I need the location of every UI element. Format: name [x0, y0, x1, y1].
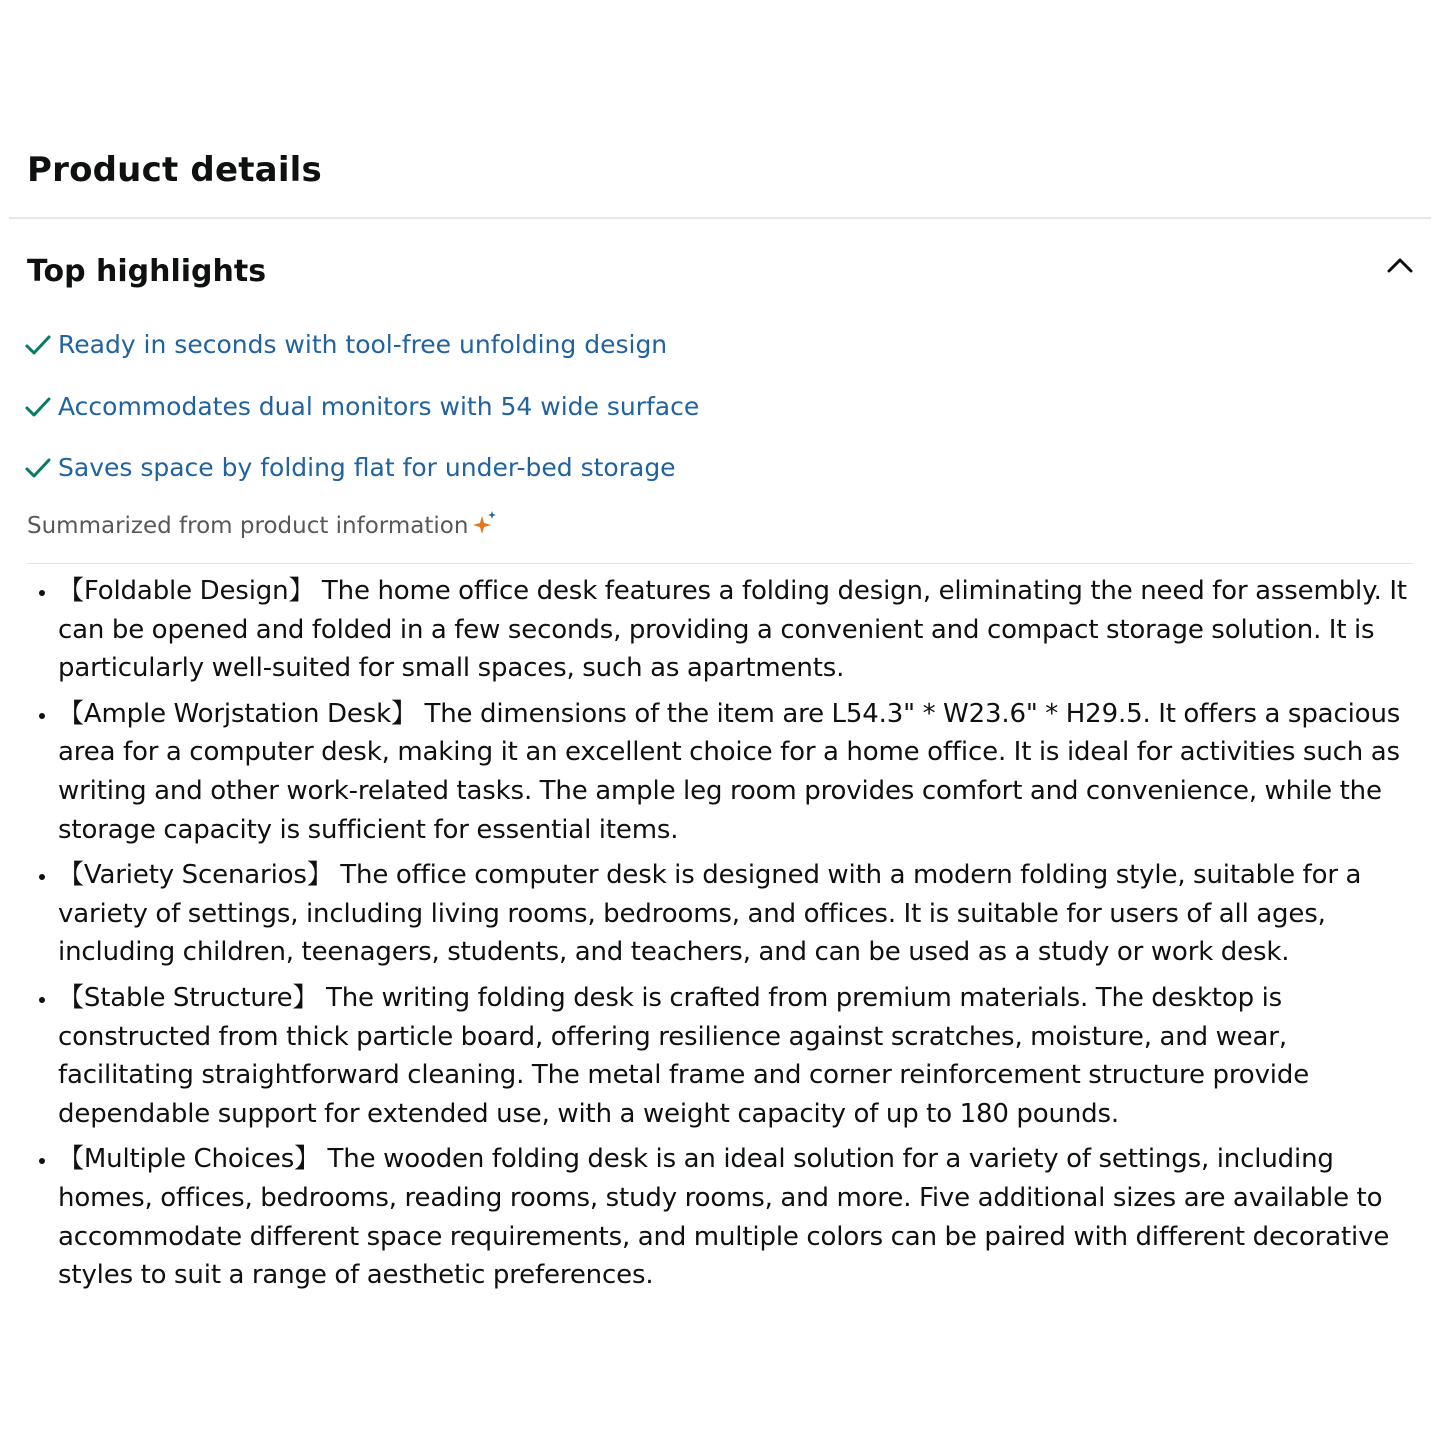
- highlights-list: [24, 324, 699, 509]
- highlight-text: Ready in seconds with tool-free unfolding design: [58, 330, 668, 359]
- checkmark-icon: [24, 331, 52, 359]
- highlight-item: [24, 324, 699, 366]
- summary-note: [27, 508, 498, 544]
- highlight-text: Saves space by folding flat for under-bed storage: [58, 453, 676, 482]
- highlight-item: [24, 447, 699, 489]
- highlight-item: [24, 386, 699, 428]
- list-item: • 【Foldable Design】 The home office desk features a folding design, eliminating the need for assembly. It can be opened and folded in a few seconds, providing a convenient and compact storage solution. It is particularly well-suited for small spaces, such as apartments.: [58, 572, 1418, 688]
- top-highlights-header[interactable]: [27, 248, 1413, 296]
- chevron-up-icon[interactable]: [1384, 249, 1416, 281]
- list-item: • 【Multiple Choices】 The wooden folding desk is an ideal solution for a variety of settings, including homes, offices, bedrooms, reading rooms, study rooms, and more. Five additional sizes are available to accommodate different space requirements, and multiple colors can be paired with different decorative styles to suit a range of aesthetic preferences.: [58, 1140, 1418, 1294]
- feature-bullets: [58, 572, 1418, 1302]
- highlight-text: Accommodates dual monitors with 54 wide surface: [58, 391, 700, 421]
- list-item: • 【Stable Structure】 The writing folding desk is crafted from premium materials. The desktop is constructed from thick particle board, offering resilience against scratches, moisture, and wear, facilitating straightforward cleaning. The metal frame and corner reinforcement structure provide dependable support for extended use, with a weight capacity of up to 180 pounds.: [58, 979, 1418, 1133]
- list-item: • 【Variety Scenarios】 The office computer desk is designed with a modern folding style, suitable for a variety of settings, including living rooms, bedrooms, and offices. It is suitable for users of all ages, including children, teenagers, students, and teachers, and can be used as a study or work desk.: [58, 856, 1418, 972]
- divider: [27, 563, 1413, 564]
- checkmark-icon: [24, 393, 52, 421]
- checkmark-icon: [24, 454, 52, 482]
- divider: [9, 217, 1431, 219]
- section-title: Top highlights: [27, 254, 267, 289]
- summary-text: Summarized from product information: [27, 513, 469, 539]
- sparkle-icon: [472, 510, 498, 536]
- page-title: Product details: [27, 150, 322, 190]
- list-item: • 【Ample Worjstation Desk】 The dimensions of the item are L54.3" * W23.6" * H29.5. It offers a spacious area for a computer desk, making it an excellent choice for a home office. It is ideal for activities such as writing and other work-related tasks. The ample leg room provides comfort and convenience, while the storage capacity is sufficient for essential items.: [58, 695, 1418, 849]
